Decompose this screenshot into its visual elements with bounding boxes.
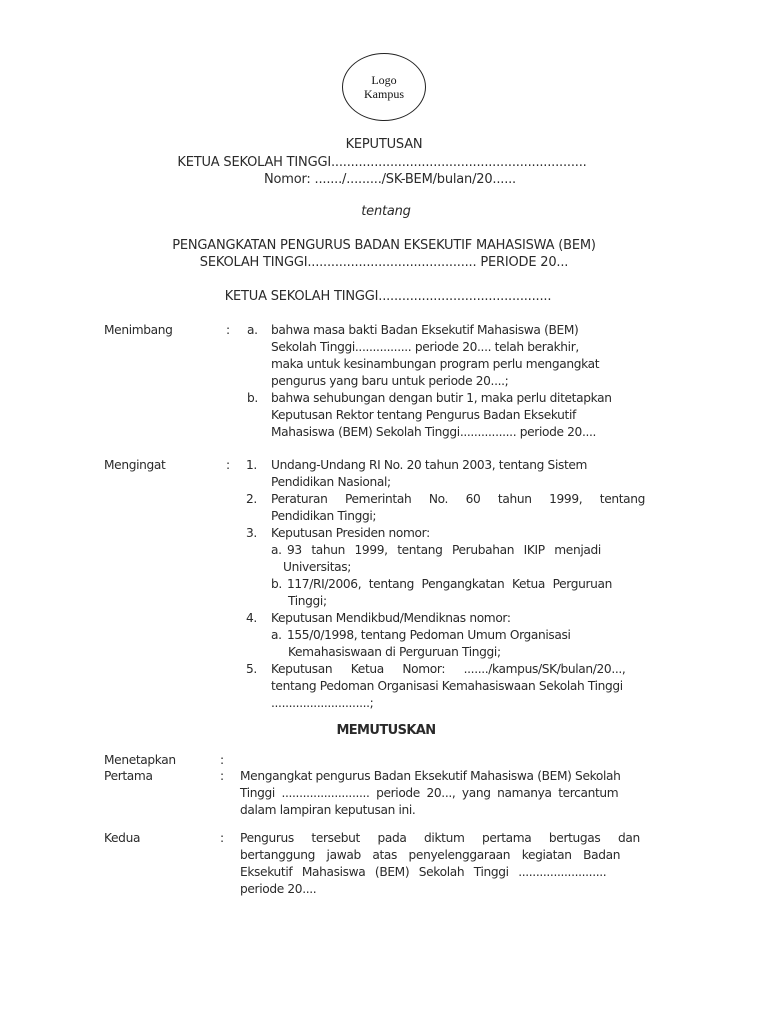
document-title: KEPUTUSAN bbox=[345, 137, 423, 152]
mengingat-4-line1: Keputusan Mendikbud/Mendiknas nomor: bbox=[271, 611, 511, 625]
kedua-label: Kedua bbox=[104, 831, 141, 845]
mengingat-5-line3: ............................; bbox=[271, 696, 374, 710]
menetapkan-colon: : bbox=[220, 753, 224, 767]
mengingat-1-marker: 1. bbox=[246, 458, 257, 472]
signatory-line: KETUA SEKOLAH TINGGI............................................ bbox=[224, 289, 552, 304]
menimbang-label: Menimbang bbox=[104, 323, 173, 337]
pertama-colon: : bbox=[220, 769, 224, 783]
decision-title-text: MEMUTUSKAN bbox=[336, 723, 436, 738]
mengingat-3b-line1: 117/RI/2006, tentang Pengangkatan Ketua Perguruan bbox=[287, 577, 613, 591]
mengingat-4-marker: 4. bbox=[246, 611, 257, 625]
menimbang-a-marker: a. bbox=[247, 323, 258, 337]
mengingat-1-line2: Pendidikan Nasional; bbox=[271, 475, 391, 489]
menetapkan-label: Menetapkan bbox=[104, 753, 176, 767]
logo-text-line1: Logo bbox=[371, 73, 397, 87]
mengingat-5-marker: 5. bbox=[246, 662, 257, 676]
mengingat-1-line1: Undang-Undang RI No. 20 tahun 2003, tentang Sistem bbox=[271, 458, 588, 472]
menimbang-colon: : bbox=[226, 323, 230, 337]
menimbang-b-marker: b. bbox=[247, 391, 258, 405]
decision-title bbox=[2, 723, 768, 738]
kedua-line1: Pengurus tersebut pada diktum pertama bertugas dan bbox=[240, 831, 640, 845]
pertama-line3: dalam lampiran keputusan ini. bbox=[240, 803, 416, 817]
about-label: tentang bbox=[361, 204, 411, 219]
menimbang-a-line3: maka untuk kesinambungan program perlu mengangkat bbox=[271, 357, 600, 371]
mengingat-3b-marker: b. bbox=[271, 577, 282, 591]
issuer-line: KETUA SEKOLAH TINGGI................................................................. bbox=[177, 155, 587, 170]
pertama-line2: Tinggi ......................... periode 20..., yang namanya tercantum bbox=[240, 786, 619, 800]
mengingat-label: Mengingat bbox=[104, 458, 166, 472]
mengingat-4a-line1: 155/0/1998, tentang Pedoman Umum Organisasi bbox=[287, 628, 571, 642]
mengingat-2-marker: 2. bbox=[246, 492, 257, 506]
mengingat-colon: : bbox=[226, 458, 230, 472]
mengingat-4a-marker: a. bbox=[271, 628, 282, 642]
kedua-line3: Eksekutif Mahasiswa (BEM) Sekolah Tinggi ......................... bbox=[240, 865, 607, 879]
pertama-line1: Mengangkat pengurus Badan Eksekutif Mahasiswa (BEM) Sekolah bbox=[240, 769, 621, 783]
menimbang-a-line2: Sekolah Tinggi................ periode 20.... telah berakhir, bbox=[271, 340, 579, 354]
kedua-line2: bertanggung jawab atas penyelenggaraan kegiatan Badan bbox=[240, 848, 621, 862]
menimbang-b-line3: Mahasiswa (BEM) Sekolah Tinggi................ periode 20.... bbox=[271, 425, 597, 439]
logo-text-line2: Kampus bbox=[364, 87, 404, 101]
pertama-label: Pertama bbox=[104, 769, 153, 783]
menimbang-a-line1 bbox=[271, 323, 673, 337]
subject-line-1: PENGANGKATAN PENGURUS BADAN EKSEKUTIF MAHASISWA (BEM) bbox=[172, 238, 596, 253]
mengingat-3a-line1: 93 tahun 1999, tentang Perubahan IKIP menjadi bbox=[287, 543, 601, 557]
mengingat-2-line1: Peraturan Pemerintah No. 60 tahun 1999, tentang bbox=[271, 492, 646, 506]
kedua-line4: periode 20.... bbox=[240, 882, 317, 896]
mengingat-2-line2: Pendidikan Tinggi; bbox=[271, 509, 377, 523]
menimbang-a-line4: pengurus yang baru untuk periode 20....; bbox=[271, 374, 509, 388]
mengingat-3a-line2: Universitas; bbox=[283, 560, 351, 574]
mengingat-3-marker: 3. bbox=[246, 526, 257, 540]
decree-number: Nomor: ......./........./SK-BEM/bulan/20...... bbox=[264, 172, 516, 187]
menimbang-b-line1: bahwa sehubungan dengan butir 1, maka perlu ditetapkan bbox=[271, 391, 612, 405]
justified-line bbox=[271, 323, 673, 337]
mengingat-4a-line2: Kemahasiswaan di Perguruan Tinggi; bbox=[288, 645, 501, 659]
kedua-colon: : bbox=[220, 831, 224, 845]
logo-placeholder bbox=[342, 53, 426, 121]
mengingat-3-line1: Keputusan Presiden nomor: bbox=[271, 526, 430, 540]
subject-line-2: SEKOLAH TINGGI........................................... PERIODE 20... bbox=[199, 255, 569, 270]
mengingat-5-line1: Keputusan Ketua Nomor: ......./kampus/SK/bulan/20..., bbox=[271, 662, 626, 676]
menimbang-b-line2: Keputusan Rektor tentang Pengurus Badan Eksekutif bbox=[271, 408, 576, 422]
mengingat-5-line2: tentang Pedoman Organisasi Kemahasiswaan Sekolah Tinggi bbox=[271, 679, 623, 693]
mengingat-3b-line2: Tinggi; bbox=[288, 594, 327, 608]
mengingat-3a-marker: a. bbox=[271, 543, 282, 557]
text: bahwa masa bakti Badan Eksekutif Mahasiswa (BEM) bbox=[271, 323, 579, 337]
